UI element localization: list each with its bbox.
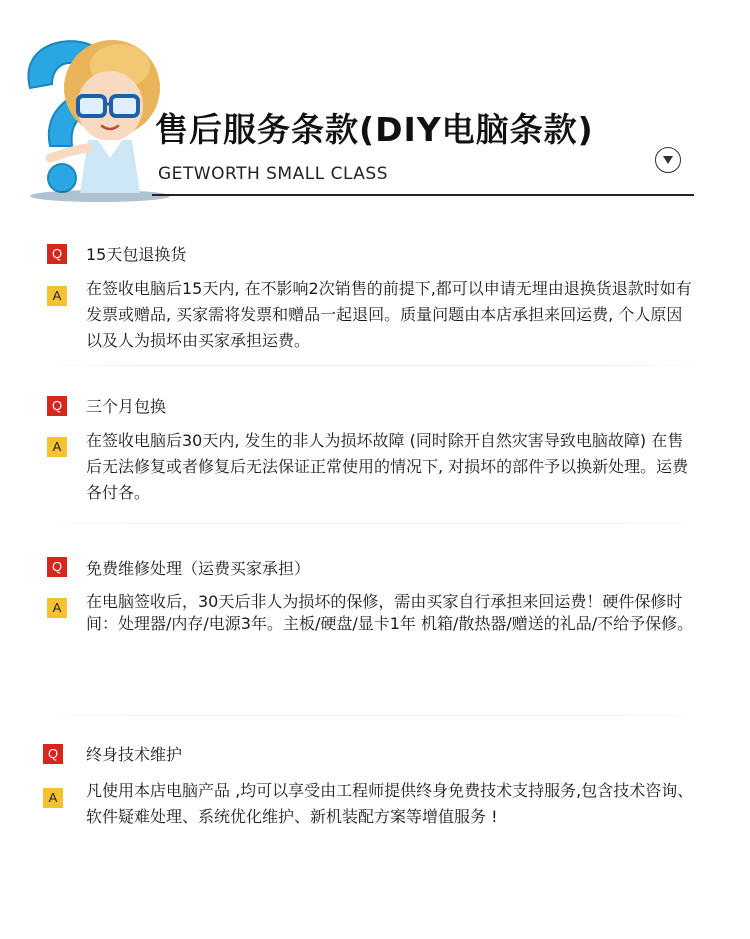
section-divider <box>40 523 710 524</box>
answer-badge: A <box>47 437 67 457</box>
section-divider <box>40 715 710 716</box>
question-badge: Q <box>47 244 67 264</box>
question-badge: Q <box>43 744 63 764</box>
answer-text: 在电脑签收后，30天后非人为损坏的保修，需由买家自行承担来回运费！硬件保修时间：处理器/内存/电源3年。主板/硬盘/显卡1年 机箱/散热器/赠送的礼品/不给予保修。 <box>86 592 694 633</box>
chevron-down-icon <box>662 155 674 165</box>
page-subtitle: GETWORTH SMALL CLASS <box>158 164 389 184</box>
answer-badge: A <box>47 286 67 306</box>
page-header <box>0 0 750 210</box>
question-badge: Q <box>47 557 67 577</box>
header-divider <box>152 194 694 196</box>
question-text: 终身技术维护 <box>86 745 183 764</box>
answer-text: 在签收电脑后30天内, 发生的非人为损坏故障 (同时除开自然灾害导致电脑故障) 在售后无法修复或者修复后无法保证正常使用的情况下, 对损坏的部件予以换新处理。运费各付各。 <box>86 431 689 502</box>
answer-text: 在签收电脑后15天内, 在不影响2次销售的前提下,都可以申请无埋由退换货退款时如有发票或赠品, 买家需将发票和赠品一起退回。质量问题由本店承担来回运费, 个人原因以及人为损坏由买家承担运费。 <box>86 279 692 350</box>
section-divider <box>40 365 710 366</box>
answer-badge: A <box>43 788 63 808</box>
expand-button[interactable] <box>655 147 681 173</box>
question-text: 三个月包换 <box>86 397 167 416</box>
question-badge: Q <box>47 396 67 416</box>
answer-text: 凡使用本店电脑产品 ,均可以享受由工程师提供终身免费技术支持服务,包含技术咨询、软件疑难处理、系统优化维护、新机装配方案等增值服务 ! <box>86 781 694 826</box>
question-text: 15天包退换货 <box>86 245 187 264</box>
question-text: 免费维修处理（运费买家承担） <box>86 559 311 578</box>
answer-badge: A <box>47 598 67 618</box>
page-title: 售后服务条款(DIY电脑条款) <box>155 110 594 149</box>
question-mark-mascot-illustration <box>0 18 175 203</box>
